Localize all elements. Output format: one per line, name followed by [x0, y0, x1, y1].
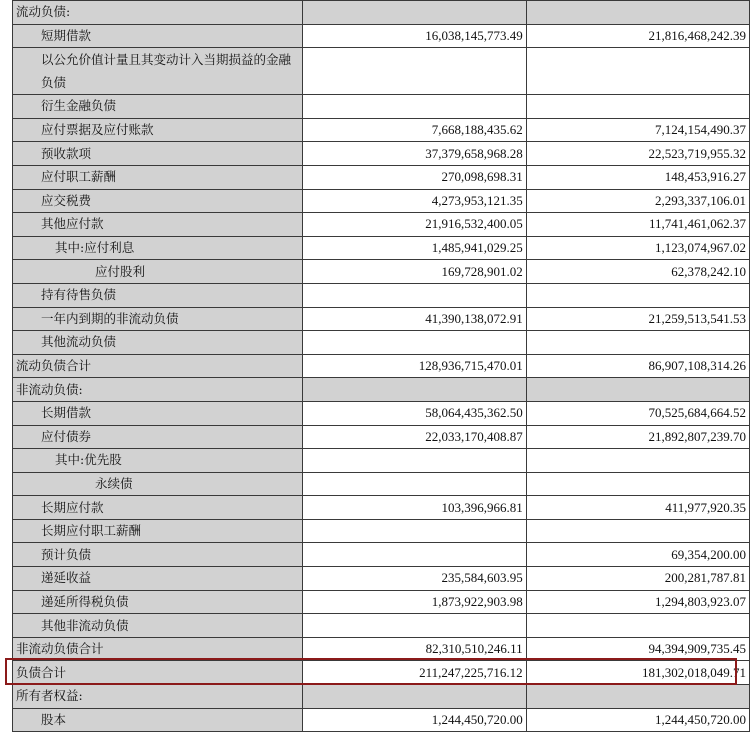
- previous-period-value: 94,394,909,735.45: [526, 637, 749, 661]
- table-row: [13, 449, 750, 473]
- current-period-value: 1,485,941,029.25: [303, 236, 526, 260]
- table-row: [13, 425, 750, 449]
- table-row: [13, 401, 750, 425]
- current-period-value: 21,916,532,400.05: [303, 213, 526, 237]
- previous-period-value: [526, 283, 749, 307]
- current-period-value: 103,396,966.81: [303, 496, 526, 520]
- table-row: [13, 1, 750, 25]
- row-label: 递延所得税负债: [13, 590, 303, 614]
- current-period-value: 128,936,715,470.01: [303, 354, 526, 378]
- previous-period-value: 7,124,154,490.37: [526, 118, 749, 142]
- row-label: 持有待售负债: [13, 283, 303, 307]
- row-label: 流动负债合计: [13, 354, 303, 378]
- table-row: [13, 260, 750, 284]
- table-row: [13, 189, 750, 213]
- previous-period-value: [526, 1, 749, 25]
- previous-period-value: 148,453,916.27: [526, 165, 749, 189]
- current-period-value: [303, 519, 526, 543]
- current-period-value: 7,668,188,435.62: [303, 118, 526, 142]
- previous-period-value: 1,244,450,720.00: [526, 708, 749, 732]
- row-label: 其他非流动负债: [13, 614, 303, 638]
- previous-period-value: 86,907,108,314.26: [526, 354, 749, 378]
- current-period-value: [303, 543, 526, 567]
- table-row: [13, 590, 750, 614]
- row-label: 负债合计: [13, 661, 303, 685]
- row-label: 其他流动负债: [13, 331, 303, 355]
- table-row: [13, 543, 750, 567]
- table-row: [13, 567, 750, 591]
- row-label: 长期借款: [13, 401, 303, 425]
- current-period-value: [303, 283, 526, 307]
- previous-period-value: 181,302,018,049.71: [526, 661, 749, 685]
- table-row: [13, 236, 750, 260]
- row-label: 非流动负债:: [13, 378, 303, 402]
- row-label: 递延收益: [13, 567, 303, 591]
- previous-period-value: 411,977,920.35: [526, 496, 749, 520]
- previous-period-value: [526, 378, 749, 402]
- previous-period-value: [526, 472, 749, 496]
- previous-period-value: 200,281,787.81: [526, 567, 749, 591]
- previous-period-value: 22,523,719,955.32: [526, 142, 749, 166]
- previous-period-value: [526, 614, 749, 638]
- current-period-value: [303, 1, 526, 25]
- previous-period-value: 21,816,468,242.39: [526, 24, 749, 48]
- table-row: [13, 685, 750, 709]
- row-label: 股本: [13, 708, 303, 732]
- row-label: 非流动负债合计: [13, 637, 303, 661]
- previous-period-value: 1,123,074,967.02: [526, 236, 749, 260]
- current-period-value: [303, 449, 526, 473]
- current-period-value: 22,033,170,408.87: [303, 425, 526, 449]
- current-period-value: [303, 48, 526, 95]
- row-label: 流动负债:: [13, 1, 303, 25]
- current-period-value: 4,273,953,121.35: [303, 189, 526, 213]
- row-label: 应付票据及应付账款: [13, 118, 303, 142]
- table-row: [13, 283, 750, 307]
- current-period-value: 82,310,510,246.11: [303, 637, 526, 661]
- current-period-value: [303, 614, 526, 638]
- current-period-value: [303, 472, 526, 496]
- row-label: 永续债: [13, 472, 303, 496]
- current-period-value: [303, 378, 526, 402]
- previous-period-value: 21,259,513,541.53: [526, 307, 749, 331]
- previous-period-value: 21,892,807,239.70: [526, 425, 749, 449]
- previous-period-value: 69,354,200.00: [526, 543, 749, 567]
- current-period-value: 16,038,145,773.49: [303, 24, 526, 48]
- current-period-value: 41,390,138,072.91: [303, 307, 526, 331]
- current-period-value: 211,247,225,716.12: [303, 661, 526, 685]
- row-label: 长期应付职工薪酬: [13, 519, 303, 543]
- row-label: 短期借款: [13, 24, 303, 48]
- table-row: [13, 48, 750, 95]
- current-period-value: [303, 685, 526, 709]
- table-row: [13, 24, 750, 48]
- table-row: [13, 95, 750, 119]
- current-period-value: [303, 95, 526, 119]
- row-label: 长期应付款: [13, 496, 303, 520]
- table-row: [13, 213, 750, 237]
- previous-period-value: [526, 48, 749, 95]
- current-period-value: 169,728,901.02: [303, 260, 526, 284]
- previous-period-value: [526, 331, 749, 355]
- current-period-value: 37,379,658,968.28: [303, 142, 526, 166]
- previous-period-value: 70,525,684,664.52: [526, 401, 749, 425]
- row-label: 预收款项: [13, 142, 303, 166]
- previous-period-value: [526, 95, 749, 119]
- table-row: [13, 307, 750, 331]
- table-row: [13, 331, 750, 355]
- table-row: [13, 142, 750, 166]
- current-period-value: 1,244,450,720.00: [303, 708, 526, 732]
- table-row: [13, 708, 750, 732]
- table-row: [13, 519, 750, 543]
- table-row: [13, 472, 750, 496]
- current-period-value: 270,098,698.31: [303, 165, 526, 189]
- previous-period-value: [526, 519, 749, 543]
- row-label: 其中:应付利息: [13, 236, 303, 260]
- table-row: [13, 496, 750, 520]
- current-period-value: 58,064,435,362.50: [303, 401, 526, 425]
- previous-period-value: [526, 685, 749, 709]
- table-row: [13, 378, 750, 402]
- previous-period-value: 62,378,242.10: [526, 260, 749, 284]
- row-label: 以公允价值计量且其变动计入当期损益的金融负债: [13, 48, 303, 95]
- row-label: 预计负债: [13, 543, 303, 567]
- row-label: 一年内到期的非流动负债: [13, 307, 303, 331]
- previous-period-value: 1,294,803,923.07: [526, 590, 749, 614]
- row-label: 应付股利: [13, 260, 303, 284]
- current-period-value: [303, 331, 526, 355]
- balance-sheet-table: [12, 0, 750, 732]
- row-label: 应交税费: [13, 189, 303, 213]
- row-label: 所有者权益:: [13, 685, 303, 709]
- table-row: [13, 661, 750, 685]
- table-row: [13, 165, 750, 189]
- table-row: [13, 118, 750, 142]
- previous-period-value: [526, 449, 749, 473]
- previous-period-value: 2,293,337,106.01: [526, 189, 749, 213]
- balance-sheet-body: [13, 1, 750, 732]
- table-row: [13, 614, 750, 638]
- previous-period-value: 11,741,461,062.37: [526, 213, 749, 237]
- row-label: 衍生金融负债: [13, 95, 303, 119]
- row-label: 应付债券: [13, 425, 303, 449]
- row-label: 其他应付款: [13, 213, 303, 237]
- current-period-value: 1,873,922,903.98: [303, 590, 526, 614]
- current-period-value: 235,584,603.95: [303, 567, 526, 591]
- row-label: 应付职工薪酬: [13, 165, 303, 189]
- table-row: [13, 354, 750, 378]
- table-row: [13, 637, 750, 661]
- row-label: 其中:优先股: [13, 449, 303, 473]
